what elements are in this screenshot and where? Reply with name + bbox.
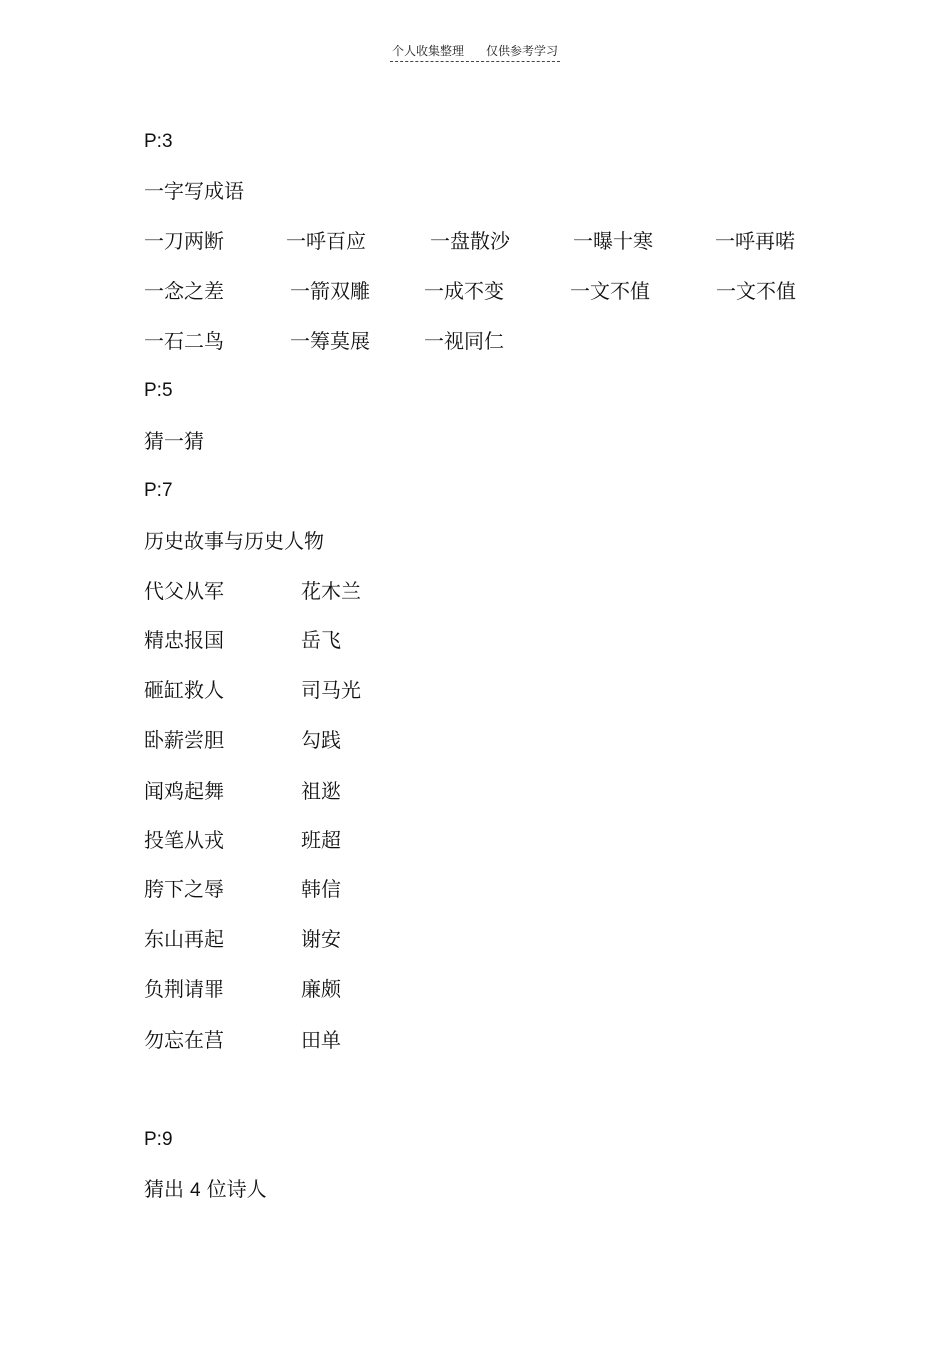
section-label-p5: P:5	[144, 380, 173, 401]
idiom-item: 一刀两断	[144, 229, 224, 253]
story-idiom: 砸缸救人	[144, 678, 224, 702]
story-row	[144, 926, 544, 952]
story-person: 谢安	[301, 927, 341, 951]
page-header	[0, 40, 950, 62]
story-row	[144, 1027, 544, 1053]
story-person: 廉颇	[301, 977, 341, 1001]
story-idiom: 胯下之辱	[144, 877, 224, 901]
story-idiom: 闻鸡起舞	[144, 779, 224, 803]
story-person: 岳飞	[301, 628, 341, 652]
story-row	[144, 727, 544, 753]
section-label-p9: P:9	[144, 1129, 173, 1150]
story-idiom: 精忠报国	[144, 628, 224, 652]
story-row	[144, 827, 544, 853]
story-person: 司马光	[301, 678, 361, 702]
title-suffix: 位诗人	[206, 1177, 267, 1201]
section-title-p9	[144, 1176, 267, 1204]
idiom-item: 一石二鸟	[144, 329, 224, 353]
header-text	[390, 43, 560, 62]
story-idiom: 卧薪尝胆	[144, 728, 224, 752]
header-right-text: 仅供参考学习	[486, 44, 559, 58]
story-idiom: 代父从军	[144, 579, 224, 603]
header-left-text: 个人收集整理	[391, 44, 464, 58]
idiom-item: 一念之差	[144, 279, 224, 303]
story-row	[144, 778, 544, 804]
idiom-item: 一筹莫展	[290, 329, 370, 353]
story-person: 田单	[301, 1028, 341, 1052]
idiom-item: 一成不变	[424, 279, 504, 303]
story-idiom: 投笔从戎	[144, 828, 224, 852]
idiom-row-3	[144, 328, 844, 354]
idiom-item: 一箭双雕	[290, 279, 370, 303]
idiom-item: 一呼百应	[286, 229, 366, 253]
section-title-p3: 一字写成语	[144, 179, 244, 203]
story-idiom: 负荆请罪	[144, 977, 224, 1001]
idiom-item: 一呼再喏	[715, 229, 795, 253]
title-prefix: 猜出	[144, 1177, 184, 1201]
story-person: 勾践	[301, 728, 341, 752]
story-row	[144, 627, 544, 653]
story-idiom: 勿忘在莒	[144, 1028, 224, 1052]
story-row	[144, 976, 544, 1002]
section-label-p7: P:7	[144, 480, 173, 501]
story-person: 花木兰	[301, 579, 361, 603]
idiom-item: 一文不值	[716, 279, 796, 303]
title-number: 4	[190, 1180, 201, 1201]
story-person: 韩信	[301, 877, 341, 901]
story-person: 祖逖	[301, 779, 341, 803]
idiom-item: 一文不值	[570, 279, 650, 303]
story-row	[144, 677, 544, 703]
story-person: 班超	[301, 828, 341, 852]
section-title-p5: 猜一猜	[144, 429, 204, 453]
story-row	[144, 876, 544, 902]
idiom-item: 一视同仁	[424, 329, 504, 353]
idiom-item: 一曝十寒	[573, 229, 653, 253]
section-label-p3: P:3	[144, 131, 173, 152]
story-row	[144, 578, 544, 604]
idiom-item: 一盘散沙	[430, 229, 510, 253]
idiom-row-1	[144, 228, 844, 254]
story-idiom: 东山再起	[144, 927, 224, 951]
section-title-p7: 历史故事与历史人物	[144, 529, 324, 553]
idiom-row-2	[144, 278, 844, 304]
